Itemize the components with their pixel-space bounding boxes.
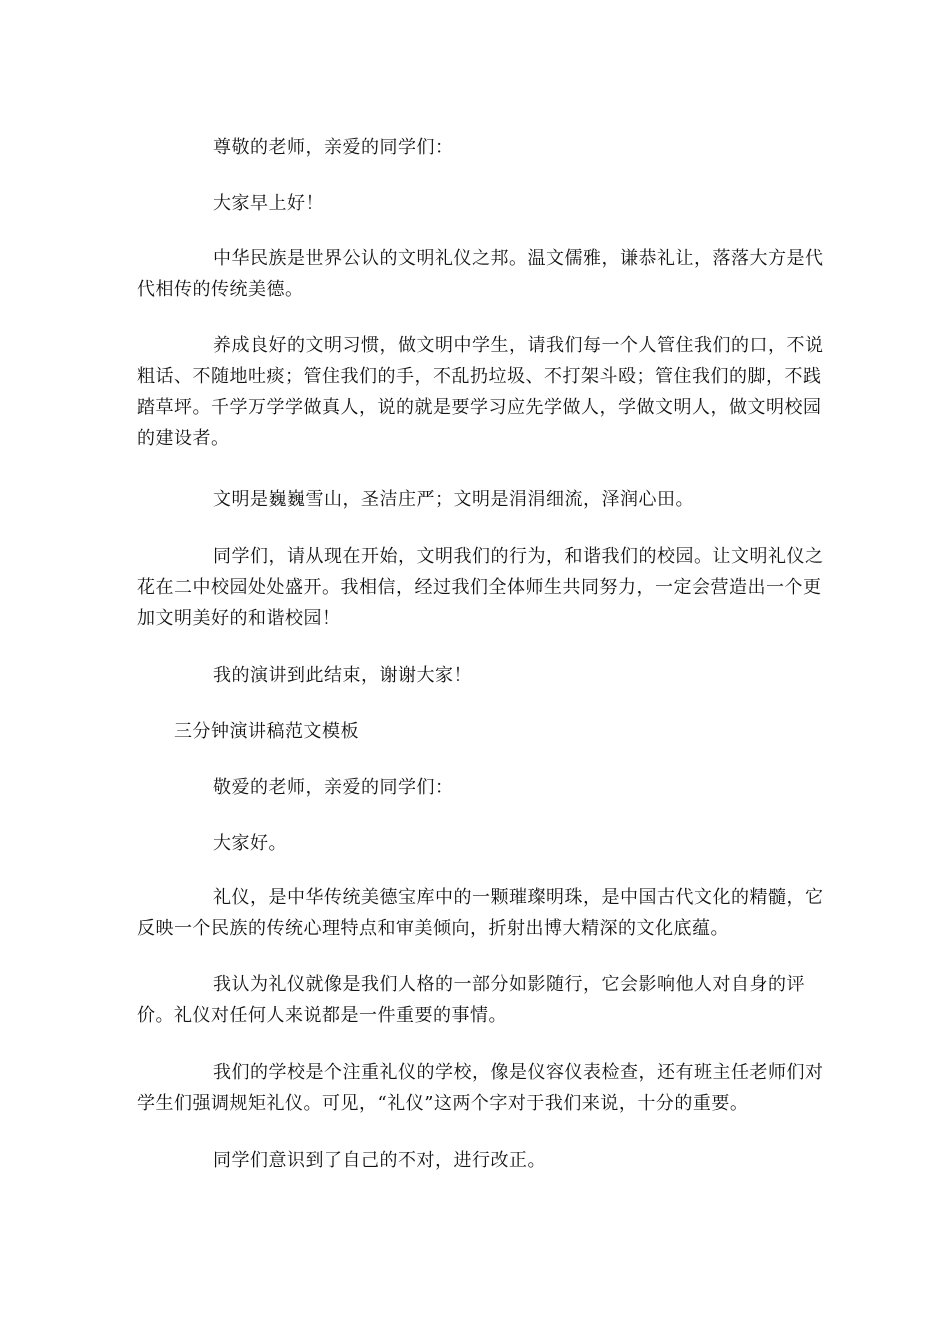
greeting-1: 大家早上好！ bbox=[213, 193, 324, 214]
salutation-1: 尊敬的老师，亲爱的同学们： bbox=[213, 137, 454, 158]
salutation-2: 敬爱的老师，亲爱的同学们： bbox=[213, 777, 454, 798]
paragraph-civilization-metaphor: 文明是巍巍雪山，圣洁庄严；文明是涓涓细流，泽润心田。 bbox=[213, 489, 694, 510]
paragraph-etiquette-nation: 中华民族是世界公认的文明礼仪之邦。温文儒雅，谦恭礼让，落落大方是代代相传的传统美德。 bbox=[137, 248, 824, 300]
section-title: 三分钟演讲稿范文模板 bbox=[174, 721, 359, 742]
paragraph-correction: 同学们意识到了自己的不对，进行改正。 bbox=[213, 1150, 546, 1171]
paragraph-etiquette-pearl: 礼仪，是中华传统美德宝库中的一颗璀璨明珠，是中国古代文化的精髓，它反映一个民族的传统心理特点和审美倾向，折射出博大精深的文化底蕴。 bbox=[137, 887, 824, 939]
paragraph-call-to-action: 同学们，请从现在开始，文明我们的行为，和谐我们的校园。让文明礼仪之花在二中校园处处盛开。我相信，经过我们全体师生共同努力，一定会营造出一个更加文明美好的和谐校园！ bbox=[137, 546, 824, 629]
paragraph-civilized-habits: 养成良好的文明习惯，做文明中学生，请我们每一个人管住我们的口，不说粗话、不随地吐痰；管住我们的手，不乱扔垃圾、不打架斗殴；管住我们的脚，不践踏草坪。千学万学学做真人，说的就是要学习应先学做人，学做文明人，做文明校园的建设者。 bbox=[137, 335, 824, 449]
paragraph-etiquette-personality: 我认为礼仪就像是我们人格的一部分如影随行，它会影响他人对自身的评价。礼仪对任何人来说都是一件重要的事情。 bbox=[137, 974, 805, 1026]
closing-1: 我的演讲到此结束，谢谢大家！ bbox=[213, 665, 472, 686]
paragraph-school-etiquette: 我们的学校是个注重礼仪的学校，像是仪容仪表检查，还有班主任老师们对学生们强调规矩礼仪。可见，“礼仪”这两个字对于我们来说，十分的重要。 bbox=[137, 1062, 824, 1114]
greeting-2: 大家好。 bbox=[213, 833, 287, 854]
